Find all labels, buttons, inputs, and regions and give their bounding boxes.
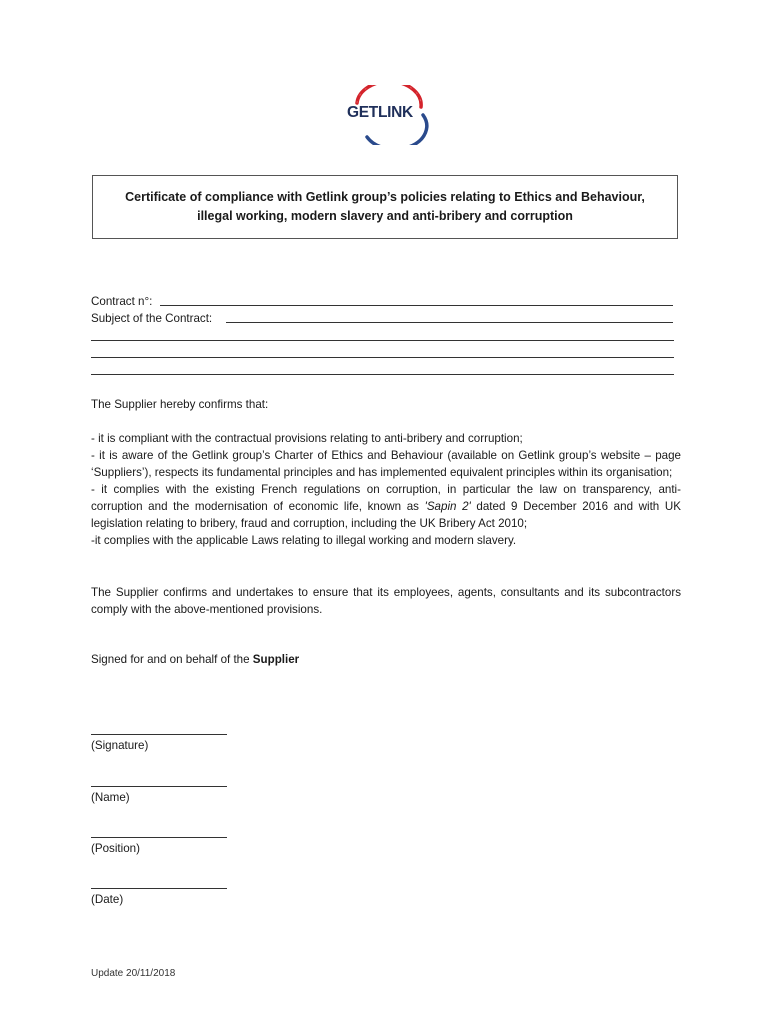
- list-item: - it complies with the existing French regulations on corruption, in particular the law on transparency, anti-corruption and the modernisation of economic life, known as 'Sapin 2' dated 9 December 2016 and with UK legislation relating to bribery, fraud and corruption, including the UK Bribery Act 2010;: [91, 483, 681, 530]
- signature-label: (Signature): [91, 739, 149, 752]
- supplier-bold: Supplier: [252, 653, 300, 666]
- list-item: - it is compliant with the contractual provisions relating to anti-bribery and corruption;: [91, 432, 523, 445]
- list-item: -it complies with the applicable Laws relating to illegal working and modern slavery.: [91, 534, 517, 547]
- signature-line[interactable]: [91, 734, 227, 735]
- contract-number-field[interactable]: [91, 293, 673, 310]
- name-label: (Name): [91, 791, 130, 804]
- compliance-list: [91, 430, 681, 549]
- contract-subject-label: Subject of the Contract:: [91, 312, 213, 325]
- list-item: - it is aware of the Getlink group’s Charter of Ethics and Behaviour (available on Getlink group’s website – page ‘Suppliers’), respects its fundamental principles and has implemented equivalent principles within its organisation;: [91, 449, 681, 479]
- contract-subject-line-3: [91, 357, 674, 358]
- position-line[interactable]: [91, 837, 227, 838]
- position-label: (Position): [91, 842, 140, 855]
- footer-update-date: Update 20/11/2018: [91, 968, 176, 979]
- contract-subject-line-4: [91, 374, 674, 375]
- date-line[interactable]: [91, 888, 227, 889]
- title-box: [92, 175, 678, 239]
- undertaking-text: The Supplier confirms and undertakes to ensure that its employees, agents, consultants and its subcontractors comply with the above-mentioned provisions.: [91, 586, 681, 616]
- date-label: (Date): [91, 893, 124, 906]
- intro-text: The Supplier hereby confirms that:: [91, 398, 269, 411]
- getlink-logo: [337, 85, 433, 145]
- sapin-2-emphasis: 'Sapin 2': [424, 500, 471, 513]
- contract-number-line: [160, 305, 673, 306]
- document-title: Certificate of compliance with Getlink group’s policies relating to Ethics and Behaviour, illegal working, modern slavery and anti-bribery and corruption: [125, 190, 645, 223]
- contract-subject-line: [226, 322, 673, 323]
- contract-subject-field[interactable]: [91, 310, 673, 327]
- logo-text: GETLINK: [347, 104, 413, 121]
- name-line[interactable]: [91, 786, 227, 787]
- contract-subject-line-2: [91, 340, 674, 341]
- contract-number-label: Contract n°:: [91, 295, 153, 308]
- signed-on-behalf-text: Signed for and on behalf of the Supplier: [91, 653, 300, 666]
